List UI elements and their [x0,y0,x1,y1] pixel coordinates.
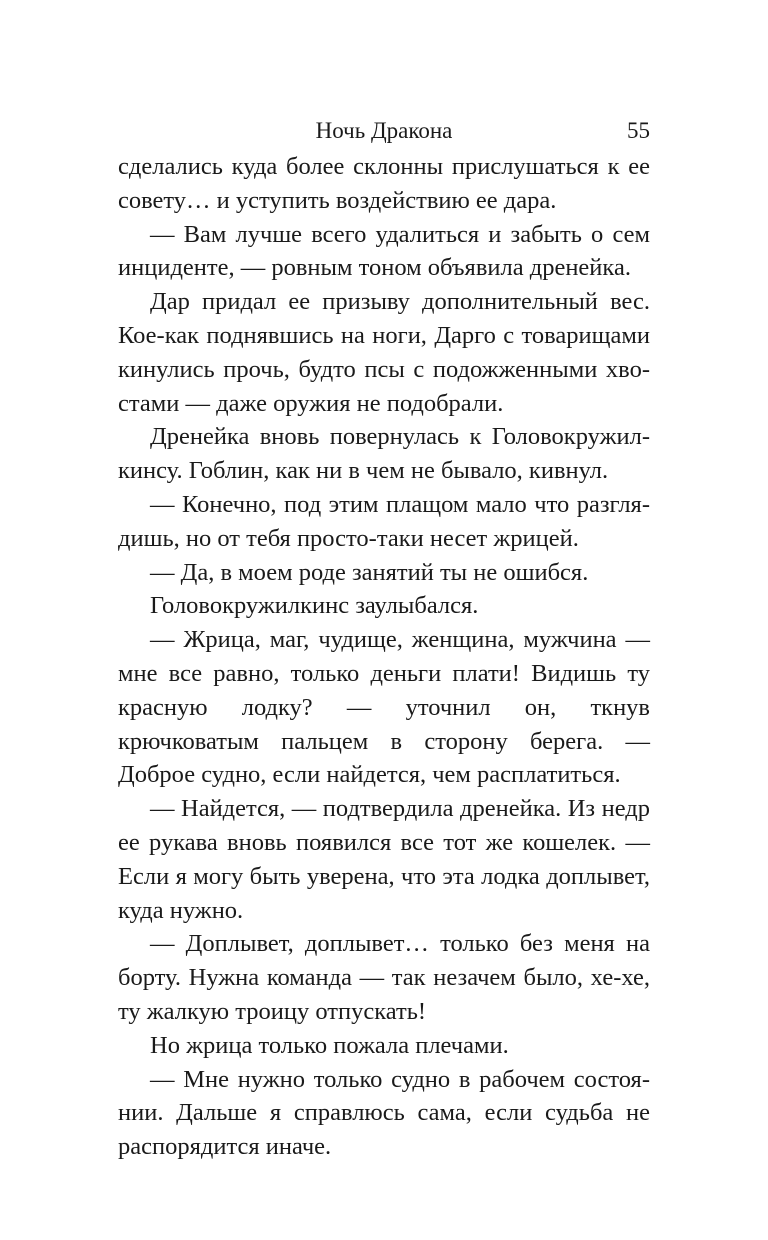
paragraph: Дренейка вновь повернулась к Головокружилкинсу. Гоблин, как ни в чем не бывало, кивнул. [118,423,650,485]
paragraph: — Да, в моем роде занятий ты не ошибся. [150,558,589,586]
book-page [118,110,650,1164]
paragraph: Дар придал ее призыву дополнительный вес. Кое-как поднявшись на ноги, Дарго с товарищами кинулись прочь, будто псы с подожженными хвостами — даже оружия не подобрали. [118,288,650,417]
paragraph: — Конечно, под этим плащом мало что разглядишь, но от тебя просто-таки несет жрицей. [118,490,650,552]
paragraph: — Доплывет, доплывет… только без меня на борту. Нужна команда — так незачем было, хе-хе, ту жалкую троицу отпускать! [118,930,650,1025]
paragraph: сделались куда более склонны прислушаться к ее совету… и уступить воздействию ее дара. [118,153,650,214]
paragraph: Головокружилкинс заулыбался. [150,592,479,620]
paragraph: Но жрица только пожала плечами. [150,1031,509,1059]
paragraph: — Мне нужно только судно в рабочем состоянии. Дальше я справлюсь сама, если судьба не распорядится иначе. [118,1065,650,1161]
page-number: 55 [627,118,650,143]
running-title: Ночь Дракона [315,118,453,143]
paragraph: — Вам лучше всего удалиться и забыть о сем инциденте, — ровным тоном объявила дренейка. [118,220,650,282]
paragraph: — Найдется, — подтвердила дренейка. Из недр ее рукава вновь появился все тот же кошелек. — Если я могу быть уверена, что эта лодка доплывет, куда нужно. [118,795,650,924]
running-header [118,110,650,150]
paragraph: — Жрица, маг, чудище, женщина, мужчина — мне все равно, только деньги плати! Видишь ту красную лодку? — уточнил он, ткнув крючковатым пальцем в сторону берега. — Доброе судно, если найдется, чем расплатиться. [118,626,650,789]
body-text [118,150,650,1164]
